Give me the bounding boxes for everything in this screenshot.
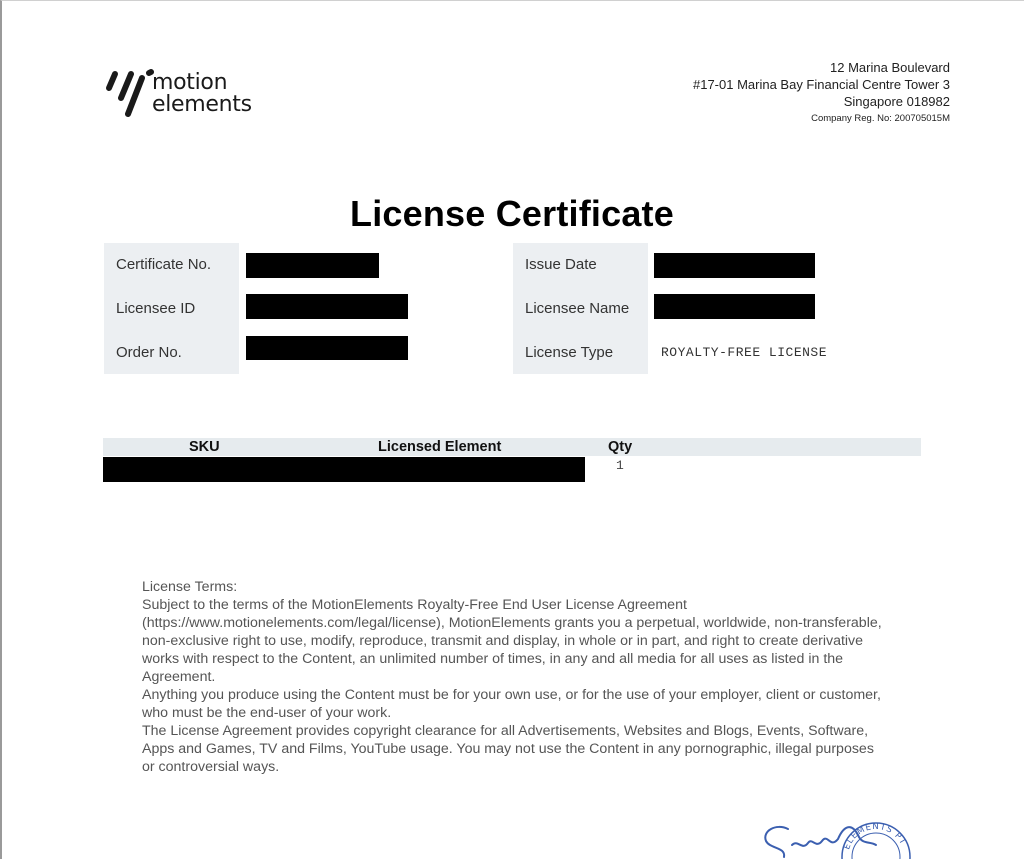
licensee-name-label: Licensee Name [525,300,630,317]
license-type-value: ROYALTY-FREE LICENSE [661,345,828,360]
qty-header: Qty [608,439,633,455]
table-row-redacted [103,457,585,482]
sku-header: SKU [189,439,220,455]
order-no-redacted [246,336,408,360]
issue-date-label: Issue Date [525,256,597,273]
license-terms-paragraph-3: The License Agreement provides copyright clearance for all Advertisements, Websites and Blogs, Events, Software, Apps and Games, TV and Films, YouTube usage. You may not use the Content in any pornographic, illegal purposes or controversial ways. [142,723,874,775]
licensed-element-header: Licensed Element [378,439,502,455]
company-reg-no: Company Reg. No: 200705015M [811,113,950,124]
issue-date-redacted [654,253,815,278]
table-header-row [103,438,921,456]
license-terms [142,578,882,776]
motion-elements-logo [104,66,264,122]
order-no-label: Order No. [116,344,182,361]
qty-value: 1 [616,458,624,473]
license-terms-heading: License Terms: [142,579,238,595]
licensee-id-redacted [246,294,408,319]
licensee-id-label: Licensee ID [116,300,196,317]
address-line-1: 12 Marina Boulevard [830,60,950,75]
logo-line-1: motion [152,70,228,95]
licensee-name-redacted [654,294,815,319]
stamp-text: ELEMENTS PT [842,821,908,852]
company-address [693,59,950,126]
license-terms-paragraph-2: Anything you produce using the Content must be for your own use, or for the use of your employer, client or customer, who must be the end-user of your work. [142,687,881,721]
address-line-3: Singapore 018982 [843,94,950,109]
logo-line-2: elements [152,92,252,117]
signature-and-company-stamp [758,815,928,859]
certificate-no-redacted [246,253,379,278]
logo-wordmark [152,72,252,116]
address-line-2: #17-01 Marina Bay Financial Centre Tower 3 [692,77,950,92]
page-title: License Certificate [350,193,674,234]
certificate-no-label: Certificate No. [116,256,212,273]
license-type-label: License Type [525,344,614,361]
license-terms-paragraph-1: Subject to the terms of the MotionElements Royalty-Free End User License Agreement (https://www.motionelements.com/legal/license), MotionElements grants you a perpetual, worldwide, non-transferable, non-exclusive right to use, modify, reproduce, transmit and display, in whole or in part, and right to create derivative works with respect to the Content, an unlimited number of times, in any and all media for all uses as listed in the Agreement. [142,597,882,685]
